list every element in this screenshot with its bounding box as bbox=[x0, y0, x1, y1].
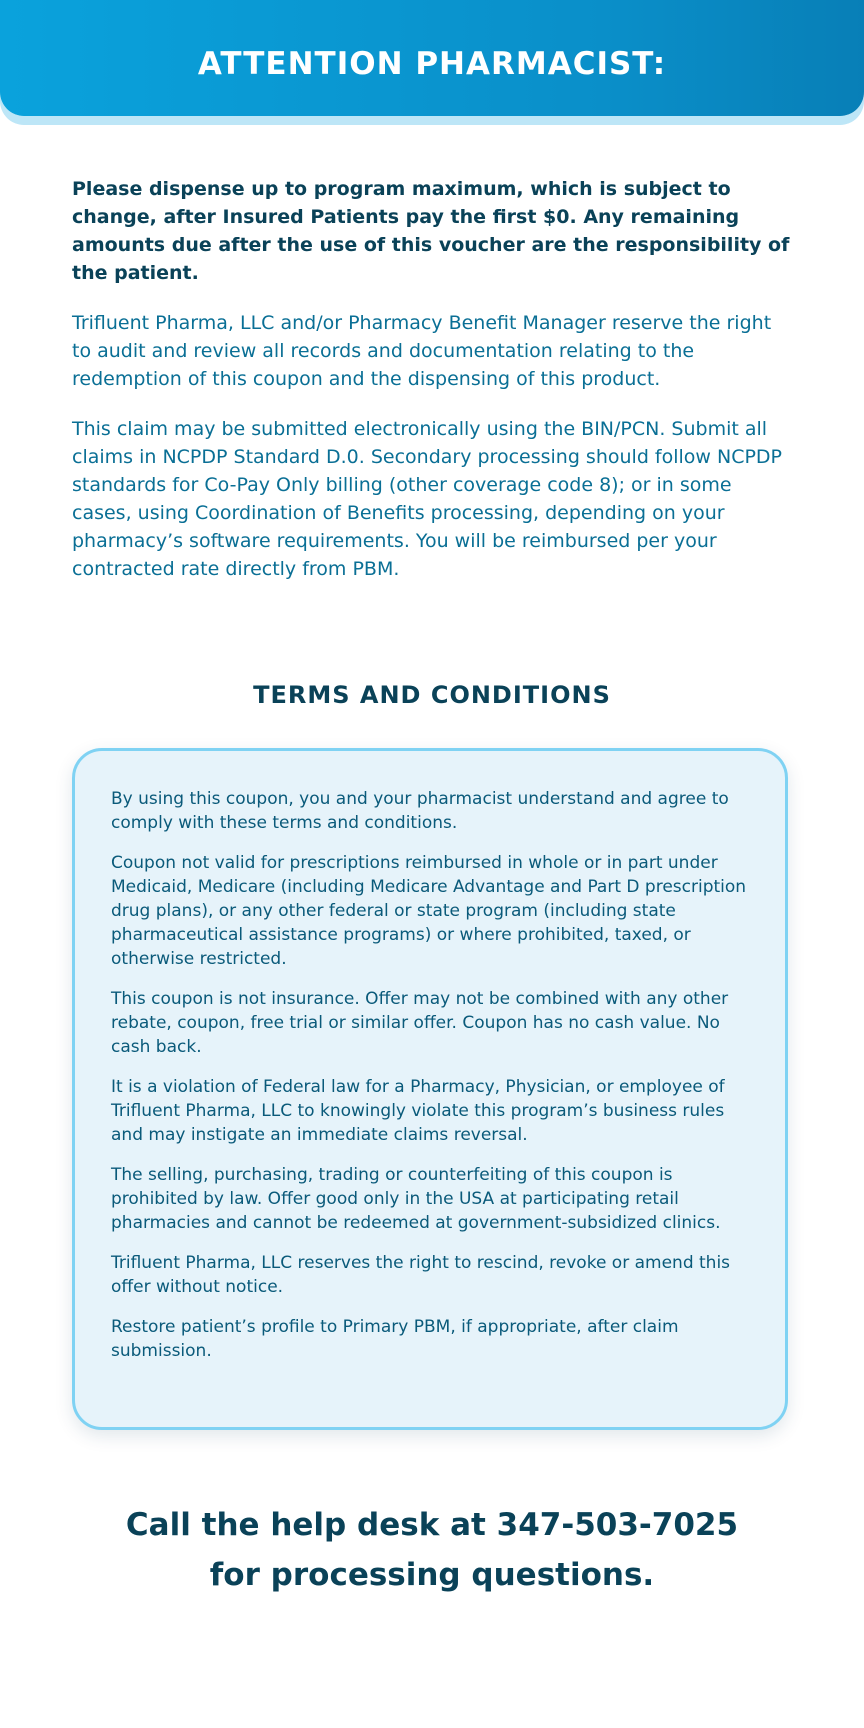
help-desk-footer bbox=[0, 1500, 864, 1600]
header-banner bbox=[0, 0, 864, 116]
term-item: By using this coupon, you and your pharmacist understand and agree to comply with these terms and conditions. bbox=[111, 789, 729, 833]
term-item: This coupon is not insurance. Offer may not be combined with any other rebate, coupon, free trial or similar offer. Coupon has no cash value. No cash back. bbox=[111, 989, 729, 1057]
claim-submission-info: This claim may be submitted electronically using the BIN/PCN. Submit all claims in NCPDP Standard D.0. Secondary processing should follow NCPDP standards for Co-Pay Only billing (other coverage code 8); or in some cases, using Coordination of Benefits processing, depending on your pharmacy’s software requirements. You will be reimbursed per your contracted rate directly from PBM. bbox=[72, 418, 783, 580]
header-title: ATTENTION PHARMACIST: bbox=[197, 46, 667, 82]
term-item: It is a violation of Federal law for a Pharmacy, Physician, or employee of Trifluent Pharma, LLC to knowingly violate this program’s business rules and may instigate an immediate claims reversal. bbox=[111, 1077, 725, 1145]
term-item: The selling, purchasing, trading or counterfeiting of this coupon is prohibited by law. Offer good only in the USA at participating retail pharmacies and cannot be redeemed at government-subsidized clinics. bbox=[111, 1165, 721, 1233]
terms-box bbox=[72, 748, 788, 1430]
term-item: Trifluent Pharma, LLC reserves the right to rescind, revoke or amend this offer without notice. bbox=[111, 1253, 731, 1297]
pharmacist-instructions bbox=[72, 175, 792, 605]
dispense-instruction: Please dispense up to program maximum, which is subject to change, after Insured Patients pay the first $0. Any remaining amounts due after the use of this voucher are the responsibility of the patient. bbox=[72, 178, 790, 284]
term-item: Restore patient’s profile to Primary PBM, if appropriate, after claim submission. bbox=[111, 1317, 679, 1361]
help-desk-line: Call the help desk at 347-503-7025 bbox=[125, 1507, 739, 1543]
terms-title: TERMS AND CONDITIONS bbox=[253, 681, 611, 709]
audit-notice: Trifluent Pharma, LLC and/or Pharmacy Benefit Manager reserve the right to audit and review all records and documentation relating to the redemption of this coupon and the dispensing of this product. bbox=[72, 312, 772, 390]
help-desk-line: for processing questions. bbox=[209, 1557, 655, 1593]
term-item: Coupon not valid for prescriptions reimbursed in whole or in part under Medicaid, Medicare (including Medicare Advantage and Part D prescription drug plans), or any other federal or state program (including state pharmaceutical assistance programs) or where prohibited, taxed, or otherwise restricted. bbox=[111, 853, 747, 969]
